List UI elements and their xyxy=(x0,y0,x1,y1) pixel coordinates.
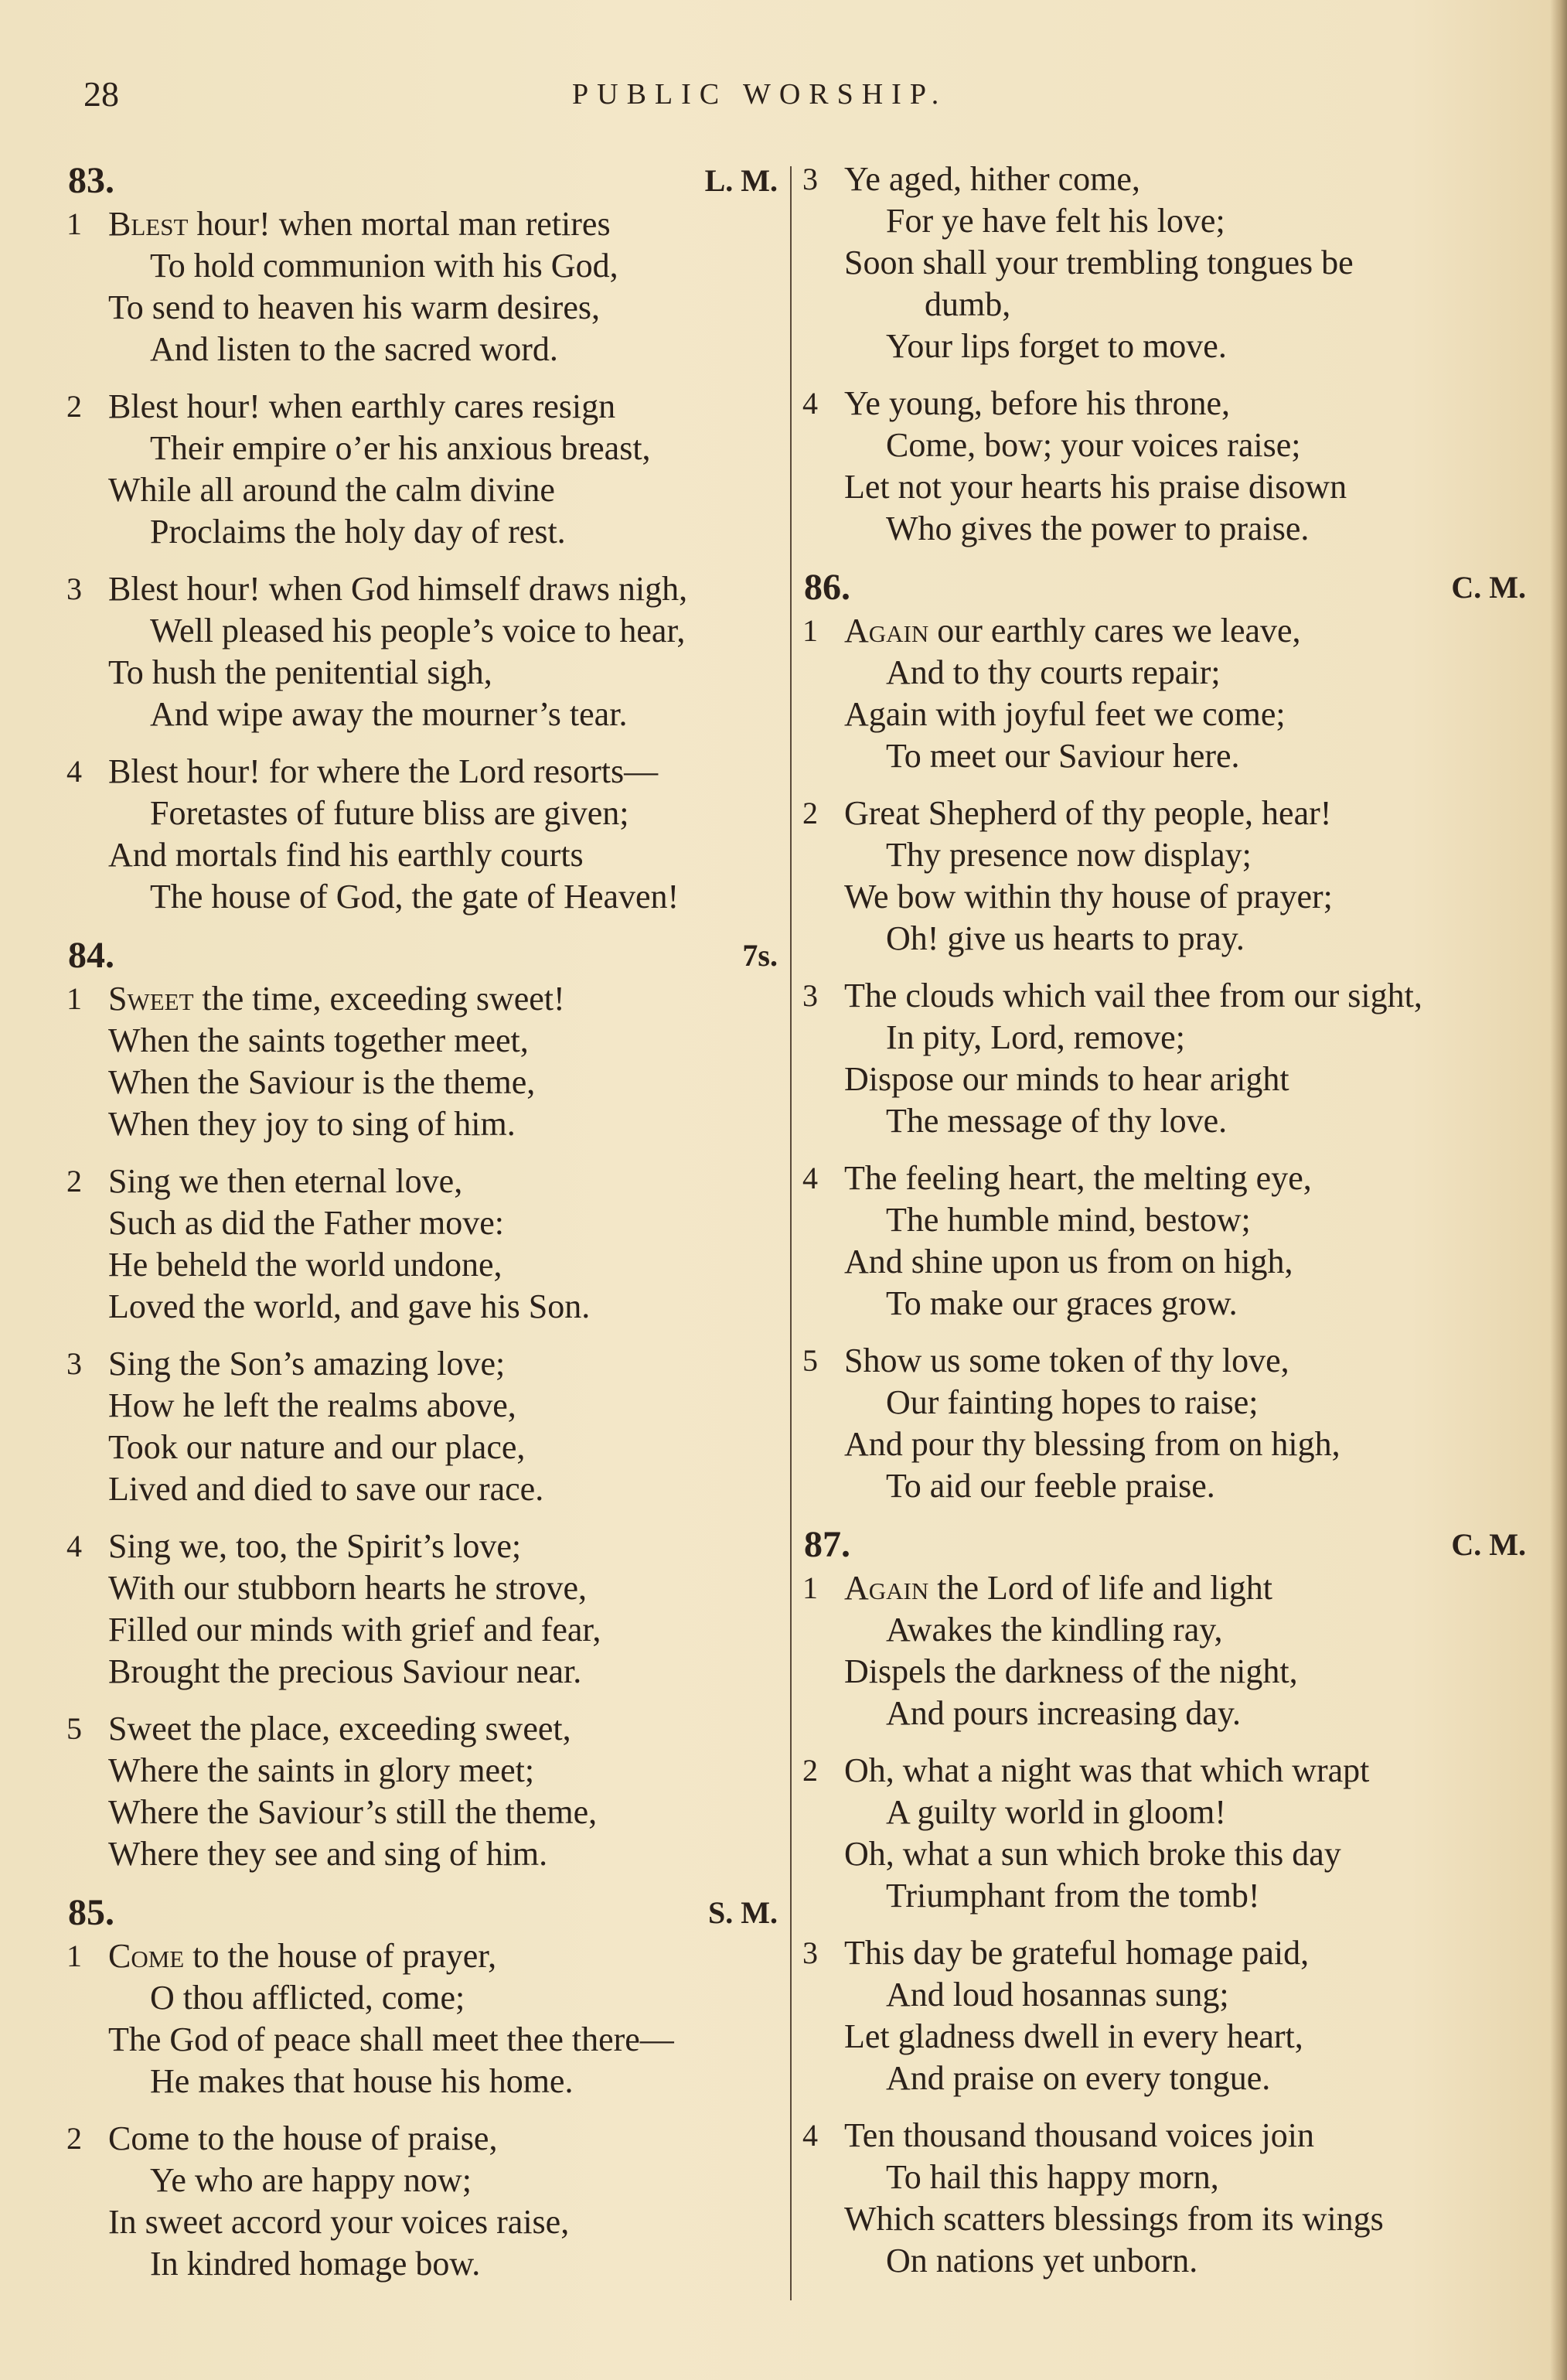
verse-line: And pour thy blessing from on high, xyxy=(844,1425,1340,1463)
verse-line: Our fainting hopes to raise; xyxy=(886,1383,1259,1421)
verse-line: Sing the Son’s amazing love; xyxy=(108,1345,506,1383)
stanza-number: 2 xyxy=(802,1753,818,1788)
first-word: Come xyxy=(108,1937,185,1975)
stanza-number: 5 xyxy=(66,1711,82,1746)
verse-line: Awakes the kindling ray, xyxy=(886,1611,1223,1649)
stanza xyxy=(63,1343,778,1510)
line-text: the Lord of life and light xyxy=(928,1569,1273,1607)
verse-line: Who gives the power to praise. xyxy=(886,510,1310,547)
hymn-heading xyxy=(63,1891,778,1935)
stanza-number: 1 xyxy=(66,981,82,1016)
verse-line xyxy=(63,1935,778,1977)
stanza-number: 3 xyxy=(66,1346,82,1381)
verse-line: To hail this happy morn, xyxy=(886,2158,1219,2196)
verse-line: A guilty world in gloom! xyxy=(886,1793,1226,1831)
stanza-number: 1 xyxy=(802,1570,818,1605)
hymn-heading xyxy=(799,1522,1526,1567)
stanza xyxy=(63,386,778,553)
hymn-heading xyxy=(63,159,778,203)
verse-line: Thy presence now display; xyxy=(886,836,1252,874)
hymn-heading xyxy=(63,933,778,978)
verse-line: The house of God, the gate of Heaven! xyxy=(150,878,680,916)
verse-line xyxy=(63,203,778,245)
verse-line: Ye young, before his throne, xyxy=(844,384,1231,422)
verse-line: To send to heaven his warm desires, xyxy=(108,288,600,326)
stanza-number: 4 xyxy=(66,1529,82,1563)
hymn-number: 83. xyxy=(68,160,114,201)
verse-line: Ten thousand thousand voices join xyxy=(844,2116,1314,2154)
stanza-number: 2 xyxy=(802,796,818,830)
verse-line: Come to the house of praise, xyxy=(108,2119,498,2157)
stanza xyxy=(799,383,1526,550)
verse-line: Your lips forget to move. xyxy=(886,327,1227,365)
verse-line: Loved the world, and gave his Son. xyxy=(108,1287,591,1325)
hymn-86 xyxy=(799,565,1526,1507)
stanza-number: 1 xyxy=(66,1938,82,1973)
verse-line: When the Saviour is the theme, xyxy=(108,1063,536,1101)
verse-line: Oh, what a night was that which wrapt xyxy=(844,1751,1370,1789)
verse-line: Blest hour! when God himself draws nigh, xyxy=(108,570,688,608)
stanza xyxy=(63,1161,778,1328)
verse-line: Dispose our minds to hear aright xyxy=(844,1060,1289,1098)
verse-line: In kindred homage bow. xyxy=(150,2245,481,2283)
verse-line: To aid our feeble praise. xyxy=(886,1467,1215,1505)
verse-line: To meet our Saviour here. xyxy=(886,737,1240,775)
stanza-number: 2 xyxy=(66,1164,82,1199)
line-text: our earthly cares we leave, xyxy=(928,612,1301,650)
verse-line: To hold communion with his God, xyxy=(150,247,618,285)
verse-line: And loud hosannas sung; xyxy=(886,1976,1229,2013)
stanza-number: 5 xyxy=(802,1343,818,1378)
verse-line: And listen to the sacred word. xyxy=(150,330,558,368)
hymn-87 xyxy=(799,1522,1526,2282)
verse-line: Great Shepherd of thy people, hear! xyxy=(844,794,1332,832)
verse-line: In pity, Lord, remove; xyxy=(886,1018,1185,1056)
verse-line: Come, bow; your voices raise; xyxy=(886,426,1301,464)
hymn-meter: S. M. xyxy=(708,1895,778,1930)
stanza-number: 2 xyxy=(66,389,82,424)
verse-line: The feeling heart, the melting eye, xyxy=(844,1159,1312,1197)
verse-line: The message of thy love. xyxy=(886,1102,1228,1140)
verse-line: Proclaims the holy day of rest. xyxy=(150,513,566,551)
stanza-number: 3 xyxy=(802,162,818,196)
verse-line: Sing we, too, the Spirit’s love; xyxy=(108,1527,522,1565)
stanza xyxy=(63,1935,778,2102)
verse-line: Lived and died to save our race. xyxy=(108,1470,544,1508)
verse-line: Triumphant from the tomb! xyxy=(886,1877,1260,1915)
verse-line: For ye have felt his love; xyxy=(886,202,1225,240)
verse-line: Ye who are happy now; xyxy=(150,2161,472,2199)
stanza xyxy=(799,1567,1526,1734)
verse-line: Sing we then eternal love, xyxy=(108,1162,463,1200)
left-column xyxy=(63,159,778,2300)
hymn-number: 87. xyxy=(804,1524,850,1565)
stanza xyxy=(799,793,1526,960)
hymn-number: 85. xyxy=(68,1892,114,1933)
verse-line: Filled our minds with grief and fear, xyxy=(108,1611,601,1649)
verse-line: Oh, what a sun which broke this day xyxy=(844,1835,1341,1873)
stanza xyxy=(63,978,778,1145)
verse-line: Sweet the place, exceeding sweet, xyxy=(108,1710,571,1747)
verse-line: Oh! give us hearts to pray. xyxy=(886,919,1245,957)
stanza-number: 1 xyxy=(802,613,818,648)
verse-line: Where the saints in glory meet; xyxy=(108,1751,535,1789)
verse-line: Soon shall your trembling tongues be xyxy=(844,244,1354,281)
line-text: the time, exceeding sweet! xyxy=(193,980,565,1018)
running-title: PUBLIC WORSHIP. xyxy=(572,78,948,111)
stanza xyxy=(799,975,1526,1142)
stanza-number: 3 xyxy=(802,1935,818,1970)
verse-line: And wipe away the mourner’s tear. xyxy=(150,695,628,733)
verse-line: Let not your hearts his praise disown xyxy=(844,468,1347,506)
verse-line: While all around the calm divine xyxy=(108,471,555,509)
verse-line: Foretastes of future bliss are given; xyxy=(150,794,629,832)
stanza xyxy=(799,2115,1526,2282)
stanza-number: 1 xyxy=(66,206,82,241)
verse-line: Dispels the darkness of the night, xyxy=(844,1652,1298,1690)
verse-line: To make our graces grow. xyxy=(886,1284,1238,1322)
stanza-number: 4 xyxy=(66,754,82,789)
stanza-number: 3 xyxy=(66,571,82,606)
verse-line: Show us some token of thy love, xyxy=(844,1342,1289,1379)
verse-line: The clouds which vail thee from our sight, xyxy=(844,977,1422,1014)
line-text: hour! when mortal man retires xyxy=(188,205,611,243)
first-word: Again xyxy=(844,1569,929,1607)
verse-line: Blest hour! for where the Lord resorts— xyxy=(108,752,659,790)
line-text: to the house of prayer, xyxy=(184,1937,497,1975)
verse-line: Ye aged, hither come, xyxy=(844,160,1140,198)
stanza-number: 2 xyxy=(66,2121,82,2156)
stanza xyxy=(63,568,778,735)
stanza xyxy=(63,203,778,370)
verse-line: When the saints together meet, xyxy=(108,1021,529,1059)
verse-line: The God of peace shall meet thee there— xyxy=(108,2020,674,2058)
verse-line: Such as did the Father move: xyxy=(108,1204,505,1242)
hymn-85 xyxy=(63,1891,778,2285)
verse-line: To hush the penitential sigh, xyxy=(108,653,492,691)
verse-line: He beheld the world undone, xyxy=(108,1246,502,1284)
verse-line: And shine upon us from on high, xyxy=(844,1243,1293,1280)
stanza xyxy=(799,1750,1526,1917)
verse-line: Brought the precious Saviour near. xyxy=(108,1652,582,1690)
verse-line: Where the Saviour’s still the theme, xyxy=(108,1793,598,1831)
verse-line: In sweet accord your voices raise, xyxy=(108,2203,570,2241)
stanza xyxy=(63,751,778,918)
verse-line: Let gladness dwell in every heart, xyxy=(844,2017,1303,2055)
verse-line xyxy=(799,1567,1526,1609)
verse-line: On nations yet unborn. xyxy=(886,2242,1198,2279)
first-word: Sweet xyxy=(108,980,194,1018)
stanza-number: 4 xyxy=(802,2118,818,2153)
stanza xyxy=(799,1932,1526,2099)
stanza-number: 4 xyxy=(802,386,818,421)
verse-line: The humble mind, bestow; xyxy=(886,1201,1251,1239)
page-number: 28 xyxy=(83,74,119,114)
verse-line: And praise on every tongue. xyxy=(886,2059,1271,2097)
verse-line: We bow within thy house of prayer; xyxy=(844,878,1333,916)
hymn-meter: C. M. xyxy=(1451,570,1526,605)
verse-line: And to thy courts repair; xyxy=(886,653,1221,691)
stanza xyxy=(63,1526,778,1693)
verse-line: How he left the realms above, xyxy=(108,1386,516,1424)
right-column xyxy=(799,159,1526,2297)
hymn-number: 86. xyxy=(804,567,850,608)
page-header xyxy=(0,71,1567,118)
hymn-85-continued xyxy=(799,159,1526,550)
hymn-meter: L. M. xyxy=(704,163,778,198)
stanza xyxy=(799,610,1526,777)
stanza xyxy=(63,2118,778,2285)
hymn-meter: 7s. xyxy=(742,938,778,973)
verse-line: And pours increasing day. xyxy=(886,1694,1242,1732)
verse-line: Which scatters blessings from its wings xyxy=(844,2200,1384,2238)
verse-line: Blest hour! when earthly cares resign xyxy=(108,387,616,425)
first-word: Blest xyxy=(108,205,189,243)
hymn-heading xyxy=(799,565,1526,610)
verse-line: Took our nature and our place, xyxy=(108,1428,526,1466)
verse-line: This day be grateful homage paid, xyxy=(844,1934,1310,1972)
stanza xyxy=(799,159,1526,367)
verse-line: O thou afflicted, come; xyxy=(150,1979,465,2017)
hymn-84 xyxy=(63,933,778,1875)
verse-line: With our stubborn hearts he strove, xyxy=(108,1569,587,1607)
hymn-number: 84. xyxy=(68,935,114,976)
stanza-number: 3 xyxy=(802,978,818,1013)
verse-line: Where they see and sing of him. xyxy=(108,1835,548,1873)
verse-line: Well pleased his people’s voice to hear, xyxy=(150,612,686,650)
stanza xyxy=(63,1708,778,1875)
verse-line xyxy=(799,610,1526,652)
column-divider xyxy=(790,166,792,2300)
verse-line: dumb, xyxy=(925,285,1011,323)
stanza-number: 4 xyxy=(802,1161,818,1195)
verse-line: Again with joyful feet we come; xyxy=(844,695,1286,733)
stanza xyxy=(799,1340,1526,1507)
stanza xyxy=(799,1158,1526,1325)
verse-line xyxy=(63,978,778,1020)
verse-line: When they joy to sing of him. xyxy=(108,1105,516,1143)
page-edge-shadow xyxy=(1550,0,1567,2380)
verse-line: Their empire o’er his anxious breast, xyxy=(150,429,651,467)
first-word: Again xyxy=(844,612,929,650)
hymn-83 xyxy=(63,159,778,918)
hymn-meter: C. M. xyxy=(1451,1527,1526,1562)
verse-line: And mortals find his earthly courts xyxy=(108,836,584,874)
verse-line: He makes that house his home. xyxy=(150,2062,574,2100)
